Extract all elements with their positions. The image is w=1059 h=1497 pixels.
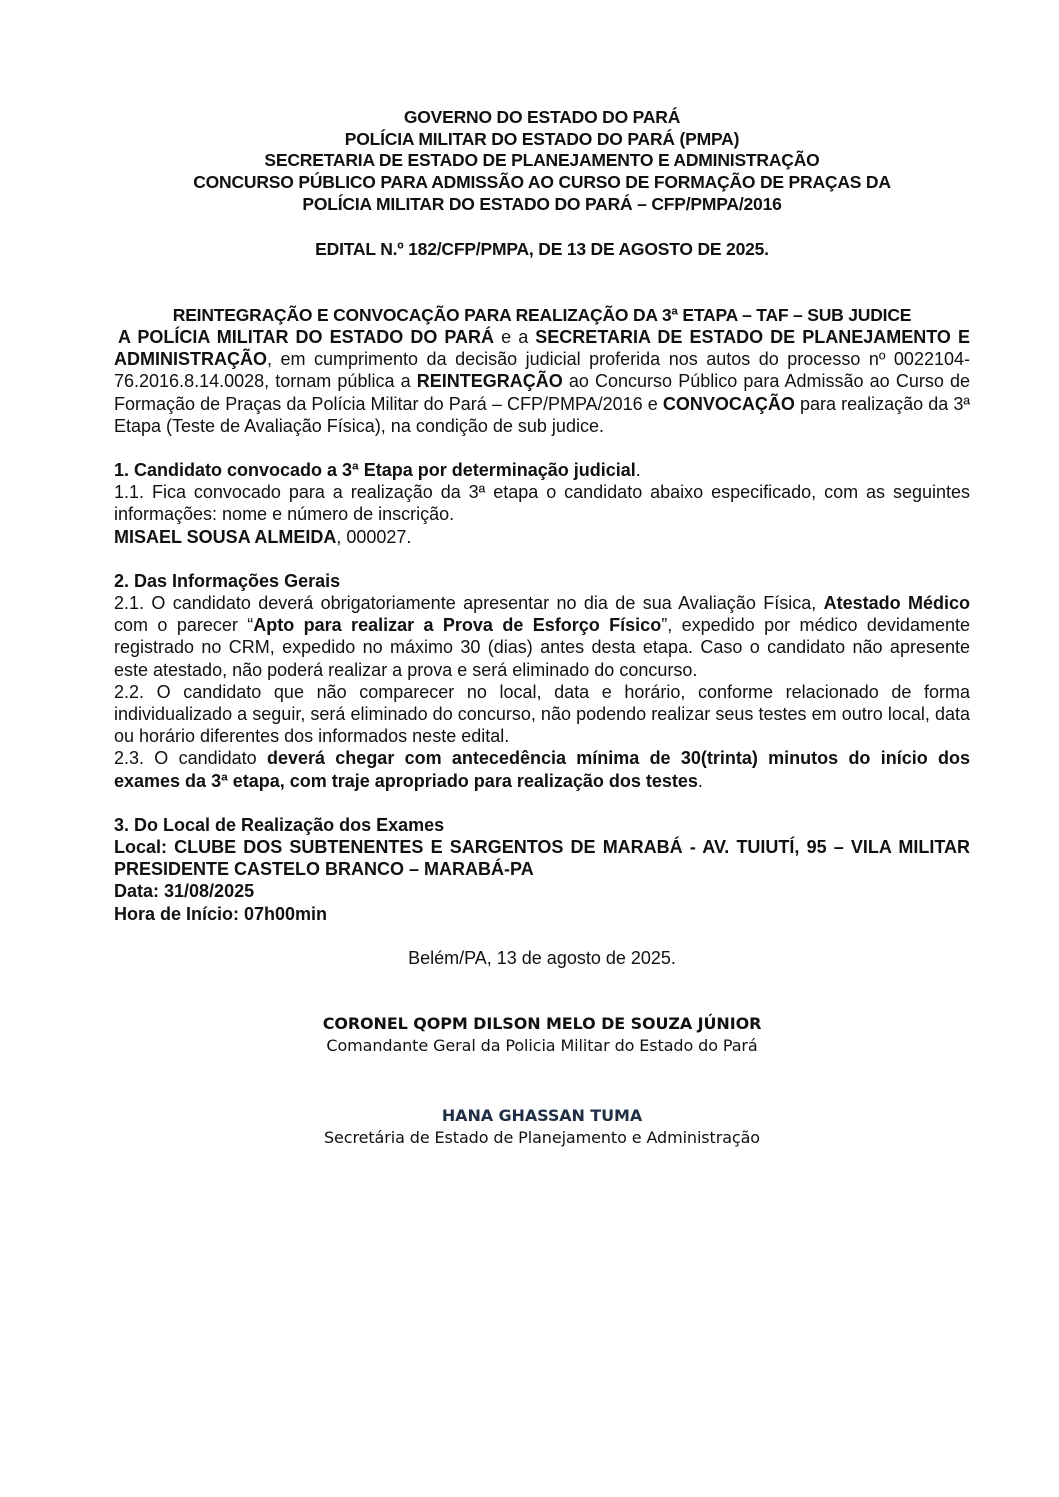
intro-bold-police: A POLÍCIA MILITAR DO ESTADO DO PARÁ — [118, 326, 495, 347]
candidate-line — [114, 526, 970, 548]
section-1-title-end: . — [635, 459, 641, 480]
signature-secretary-name: HANA GHASSAN TUMA — [441, 1106, 643, 1125]
signature-secretary-role: Secretária de Estado de Planejamento e Administração — [324, 1128, 760, 1147]
intro-text-2: , em cumprimento da decisão judicial proferida nos autos do processo nº 0022104-76.2016.8.14.0028, tornam pública a — [114, 349, 970, 392]
signature-commander-role: Comandante Geral da Policia Militar do Estado do Pará — [326, 1036, 758, 1055]
section-3 — [114, 814, 970, 925]
section-2 — [114, 570, 970, 792]
item-2-3-text-2: . — [697, 770, 703, 791]
section-3-title: 3. Do Local de Realização dos Exames — [114, 814, 445, 835]
item-1-1: 1.1. Fica convocado para a realização da 3ª etapa o candidato abaixo especificado, com as seguintes informações: nome e número de inscrição. — [114, 482, 970, 525]
item-2-1-bold-certificate: Atestado Médico — [823, 592, 970, 613]
candidate-name: MISAEL SOUSA ALMEIDA — [114, 526, 337, 547]
item-2-3-bold: deverá chegar com antecedência mínima de 30(trinta) minutos do início dos exames da 3ª etapa, com traje apropriado para realização dos testes — [114, 748, 971, 791]
candidate-number: , 000027. — [336, 526, 412, 547]
signature-commander-name: CORONEL QOPM DILSON MELO DE SOUZA JÚNIOR — [322, 1014, 762, 1033]
section-2-title: 2. Das Informações Gerais — [114, 570, 341, 591]
exam-start-time: Hora de Início: 07h00min — [114, 903, 328, 924]
section-1-title — [114, 459, 970, 481]
item-2-1 — [114, 592, 970, 681]
item-2-1-bold-opinion: Apto para realizar a Prova de Esforço Físico — [253, 615, 662, 636]
document-subject: REINTEGRAÇÃO E CONVOCAÇÃO PARA REALIZAÇÃO DA 3ª ETAPA – TAF – SUB JUDICE — [172, 304, 912, 325]
item-2-2: 2.2. O candidato que não comparecer no local, data e horário, conforme relacionado de forma individualizado a seguir, será eliminado do concurso, não podendo realizar seus testes em outro local, data ou horário diferentes dos informados neste edital. — [114, 681, 970, 747]
intro-bold-secretariat: SECRETARIA DE ESTADO DE PLANEJAMENTO E ADMINISTRAÇÃO — [114, 326, 971, 370]
intro-paragraph — [114, 326, 970, 437]
item-2-1-text-3: ”, expedido por médico devidamente registrado no CRM, expedido no máximo 30 (dias) antes desta etapa. Caso o candidato não apresente este atestado, não poderá realizar a prova e será eliminado do concurso. — [114, 615, 970, 680]
intro-bold-convocation: CONVOCAÇÃO — [662, 393, 795, 414]
item-2-3-text-1: 2.3. O candidato — [114, 748, 267, 769]
exam-location: Local: CLUBE DOS SUBTENENTES E SARGENTOS DE MARABÁ - AV. TUIUTÍ, 95 – VILA MILITAR PRESIDENTE CASTELO BRANCO – MARABÁ-PA — [114, 836, 970, 880]
section-1-title-text: 1. Candidato convocado a 3ª Etapa por determinação judicial — [114, 459, 636, 480]
intro-text-4: para realização da 3ª Etapa (Teste de Avaliação Física), na condição de sub judice. — [114, 393, 970, 436]
intro-bold-reintegration: REINTEGRAÇÃO — [416, 371, 563, 392]
edital-number: EDITAL N.º 182/CFP/PMPA, DE 13 DE AGOSTO DE 2025. — [315, 238, 769, 259]
item-2-1-text-1: 2.1. O candidato deverá obrigatoriamente apresentar no dia de sua Avaliação Física, — [114, 592, 824, 613]
header-line-contest-cont: POLÍCIA MILITAR DO ESTADO DO PARÁ – CFP/PMPA/2016 — [302, 193, 782, 214]
document-header — [114, 107, 970, 216]
item-2-1-text-2: com o parecer “ — [114, 615, 254, 636]
header-line-government: GOVERNO DO ESTADO DO PARÁ — [403, 107, 681, 127]
section-1 — [114, 459, 970, 548]
exam-date: Data: 31/08/2025 — [114, 881, 255, 902]
intro-text-1: e a — [494, 326, 536, 347]
intro-text-3: ao Concurso Público para Admissão ao Curso de Formação de Praças da Polícia Militar do Pará – CFP/PMPA/2016 e — [114, 371, 970, 414]
header-line-secretariat: SECRETARIA DE ESTADO DE PLANEJAMENTO E ADMINISTRAÇÃO — [264, 150, 820, 171]
place-and-date: Belém/PA, 13 de agosto de 2025. — [408, 947, 676, 968]
signature-commander — [114, 1013, 970, 1057]
header-line-contest: CONCURSO PÚBLICO PARA ADMISSÃO AO CURSO DE FORMAÇÃO DE PRAÇAS DA — [193, 172, 891, 193]
item-2-3 — [114, 747, 970, 791]
document-page — [114, 107, 970, 1149]
signature-secretary — [114, 1105, 970, 1149]
header-line-police: POLÍCIA MILITAR DO ESTADO DO PARÁ (PMPA) — [344, 128, 740, 149]
